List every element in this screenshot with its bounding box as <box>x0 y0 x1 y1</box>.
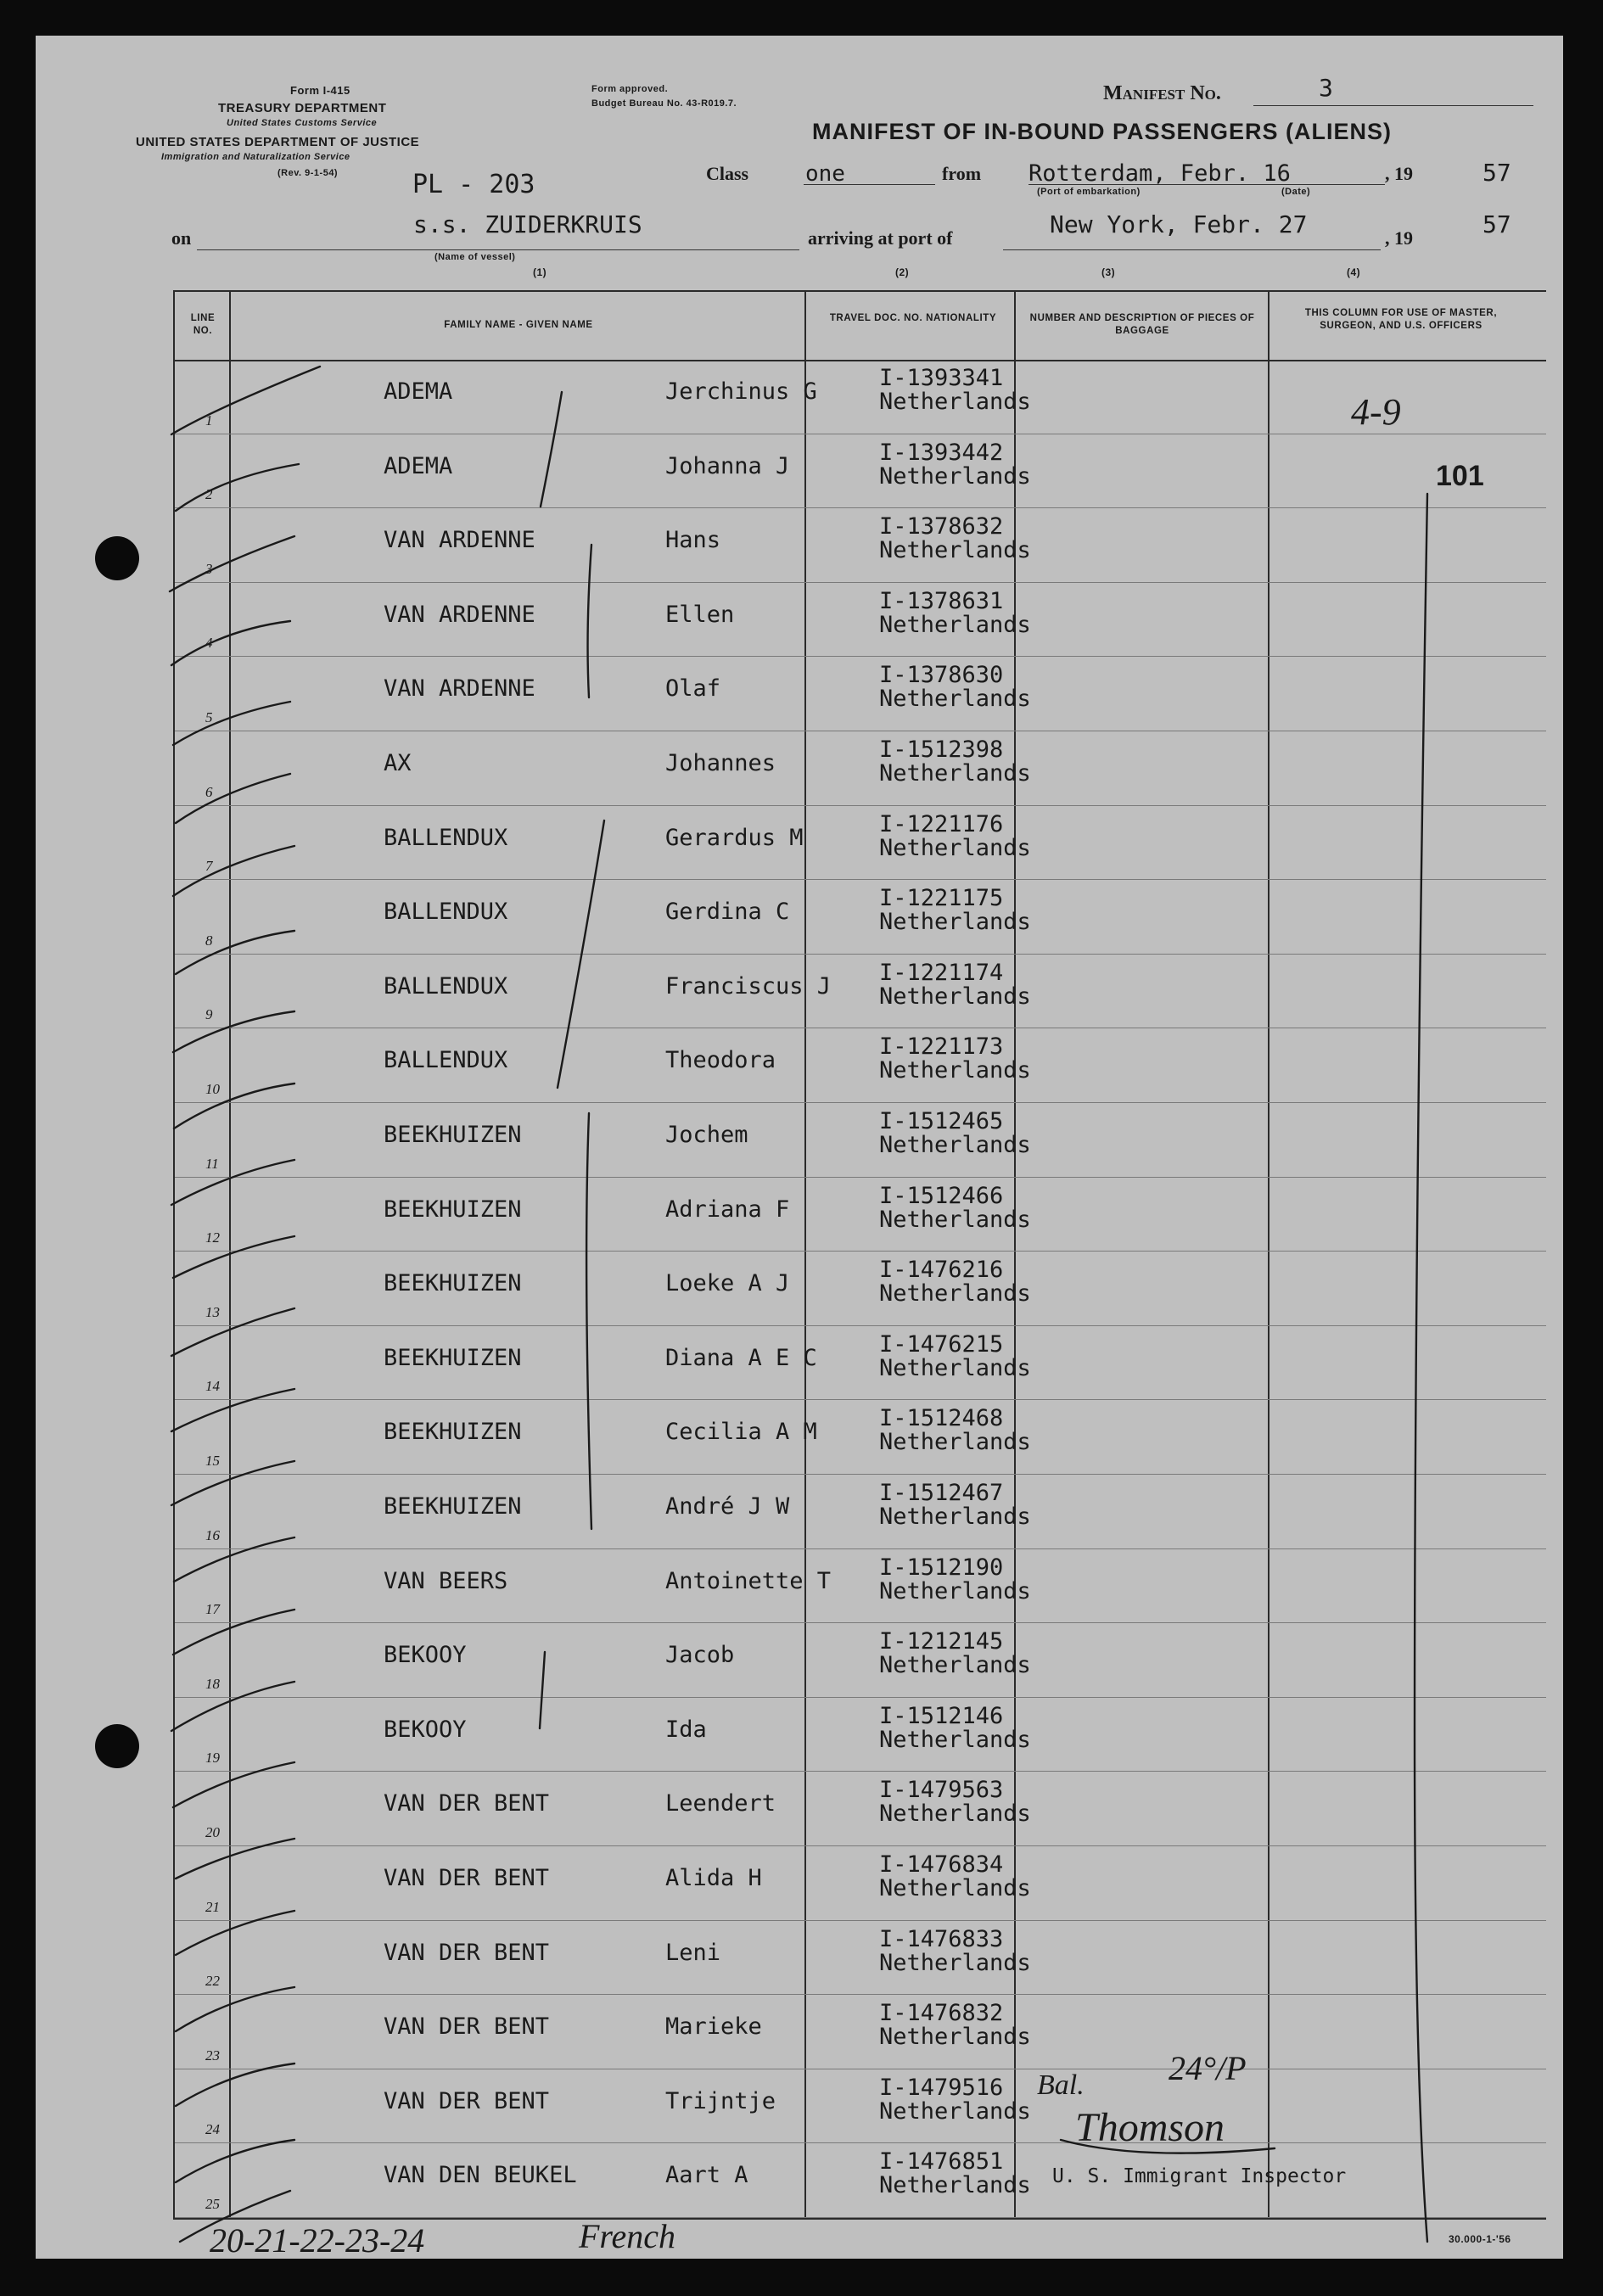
given-name: André J W <box>665 1493 790 1520</box>
line-number: 5 <box>205 708 213 725</box>
nationality: Netherlands <box>879 1057 1031 1084</box>
family-name: VAN DER BENT <box>384 1790 550 1817</box>
line-number: 2 <box>205 486 213 503</box>
line-number: 23 <box>205 2047 220 2064</box>
line-number: 6 <box>205 783 213 800</box>
form-revision: (Rev. 9-1-54) <box>277 168 339 178</box>
travel-doc-number: I-1512190 <box>879 1554 1004 1581</box>
manifest-page <box>36 36 1563 2259</box>
nationality: Netherlands <box>879 1800 1031 1828</box>
nationality: Netherlands <box>879 909 1031 936</box>
header-name: FAMILY NAME - GIVEN NAME <box>444 320 593 330</box>
family-name: BEKOOY <box>384 1716 467 1743</box>
given-name: Johanna J <box>665 452 790 479</box>
manifest-title: MANIFEST OF IN-BOUND PASSENGERS (ALIENS) <box>812 119 1393 144</box>
travel-doc-number: I-1393442 <box>879 439 1004 466</box>
travel-doc-number: I-1476215 <box>879 1330 1004 1358</box>
family-name: VAN DEN BEUKEL <box>384 2162 577 2189</box>
nationality: Netherlands <box>879 760 1031 787</box>
arriving-label: arriving at port of <box>808 227 953 249</box>
travel-doc-number: I-1212145 <box>879 1628 1004 1655</box>
line-number: 12 <box>205 1229 220 1246</box>
family-name: BEKOOY <box>384 1642 467 1669</box>
line-number: 9 <box>205 1006 213 1023</box>
given-name: Jochem <box>665 1122 748 1148</box>
immigration-service: Immigration and Naturalization Service <box>161 152 350 162</box>
family-name: BALLENDUX <box>384 899 508 926</box>
family-name: VAN DER BENT <box>384 2013 550 2041</box>
nationality: Netherlands <box>879 1280 1031 1308</box>
given-name: Alida H <box>665 1865 762 1891</box>
family-name: VAN ARDENNE <box>384 675 535 703</box>
line-number: 3 <box>205 560 213 577</box>
travel-doc-number: I-1378631 <box>879 587 1004 614</box>
bottom-word: French <box>579 2217 676 2255</box>
handwritten-marks <box>36 36 1563 2259</box>
travel-doc-number: I-1378630 <box>879 662 1004 689</box>
given-name: Trijntje <box>665 2087 776 2114</box>
line-number: 25 <box>205 2195 220 2212</box>
travel-doc-number: I-1476216 <box>879 1257 1004 1284</box>
treasury-department: TREASURY DEPARTMENT <box>218 101 387 115</box>
family-name: VAN DER BENT <box>384 1939 550 1966</box>
arrival-port: New York, Febr. 27 <box>1050 210 1308 238</box>
nationality: Netherlands <box>879 983 1031 1010</box>
line-number: 11 <box>205 1155 219 1172</box>
year-prefix-1: , 19 <box>1385 163 1413 184</box>
travel-doc-number: I-1512146 <box>879 1702 1004 1729</box>
family-name: BEEKHUIZEN <box>384 1270 522 1297</box>
family-name: VAN ARDENNE <box>384 601 535 628</box>
from-label: from <box>942 163 982 184</box>
nationality: Netherlands <box>879 611 1031 638</box>
travel-doc-number: I-1476851 <box>879 2148 1004 2176</box>
nationality: Netherlands <box>879 1726 1031 1753</box>
given-name: Gerdina C <box>665 899 790 926</box>
customs-service: United States Customs Service <box>227 118 378 128</box>
header-travel-doc: TRAVEL DOC. NO. NATIONALITY <box>829 313 997 323</box>
nationality: Netherlands <box>879 686 1031 713</box>
line-number: 21 <box>205 1898 220 1915</box>
line-number: 14 <box>205 1378 220 1395</box>
travel-doc-number: I-1512467 <box>879 1480 1004 1506</box>
given-name: Theodora <box>665 1047 776 1074</box>
inspector-signature: Thomson <box>1075 2105 1225 2150</box>
given-name: Gerardus M <box>665 824 804 851</box>
given-name: Olaf <box>665 675 721 703</box>
travel-doc-number: I-1476832 <box>879 2000 1004 2027</box>
given-name: Ellen <box>665 601 735 628</box>
family-name: VAN DER BENT <box>384 1865 550 1891</box>
given-name: Diana A E C <box>665 1344 817 1371</box>
family-name: VAN DER BENT <box>384 2087 550 2114</box>
bal-note: Bal. <box>1037 2069 1085 2101</box>
bal-value: 24°/P <box>1169 2049 1247 2087</box>
header-line-no: LINE NO. <box>190 313 216 336</box>
family-name: BEEKHUIZEN <box>384 1493 522 1520</box>
line-number: 13 <box>205 1303 220 1320</box>
travel-doc-number: I-1378632 <box>879 513 1004 540</box>
travel-doc-number: I-1476833 <box>879 1925 1004 1952</box>
line-number: 15 <box>205 1452 220 1469</box>
given-name: Franciscus J <box>665 972 832 1000</box>
given-name: Marieke <box>665 2013 762 2041</box>
manifest-label: Manifest No. <box>1103 82 1221 104</box>
nationality: Netherlands <box>879 537 1031 564</box>
nationality: Netherlands <box>879 1577 1031 1604</box>
family-name: BALLENDUX <box>384 972 508 1000</box>
footer-code: 30.000-1-'56 <box>1449 2233 1511 2245</box>
line-number: 7 <box>205 858 213 875</box>
family-name: BALLENDUX <box>384 824 508 851</box>
given-name: Jacob <box>665 1642 735 1669</box>
travel-doc-number: I-1476834 <box>879 1851 1004 1878</box>
top-right-mark: 4-9 <box>1351 391 1401 433</box>
travel-doc-number: I-1512468 <box>879 1405 1004 1432</box>
family-name: BEEKHUIZEN <box>384 1419 522 1446</box>
family-name: VAN ARDENNE <box>384 527 535 554</box>
line-number: 10 <box>205 1080 220 1097</box>
line-number: 22 <box>205 1973 220 1990</box>
family-name: BEEKHUIZEN <box>384 1122 522 1148</box>
year-2: 57 <box>1482 210 1511 238</box>
column-number-4: (4) <box>1347 266 1361 278</box>
nationality: Netherlands <box>879 2024 1031 2051</box>
line-number: 24 <box>205 2121 220 2138</box>
class-label: Class <box>706 163 749 184</box>
family-name: ADEMA <box>384 452 453 479</box>
travel-doc-number: I-1221174 <box>879 959 1004 986</box>
header-officers: THIS COLUMN FOR USE OF MASTER, SURGEON, AND U.S. OFFICERS <box>1304 308 1498 331</box>
given-name: Aart A <box>665 2162 748 2189</box>
column-number-2: (2) <box>895 266 910 278</box>
port-caption: (Port of embarkation) <box>1037 187 1141 197</box>
manifest-number: 3 <box>1319 74 1333 102</box>
family-name: ADEMA <box>384 378 453 405</box>
form-number: Form I-415 <box>290 84 350 97</box>
travel-doc-number: I-1512398 <box>879 736 1004 763</box>
nationality: Netherlands <box>879 1354 1031 1381</box>
travel-doc-number: I-1221176 <box>879 810 1004 837</box>
bottom-handwriting: 20-21-22-23-24 <box>210 2221 425 2259</box>
nationality: Netherlands <box>879 389 1031 415</box>
vessel-caption: (Name of vessel) <box>434 252 516 262</box>
family-name: BEEKHUIZEN <box>384 1196 522 1223</box>
budget-bureau: Budget Bureau No. 43-R019.7. <box>591 98 737 109</box>
travel-doc-number: I-1221173 <box>879 1033 1004 1061</box>
given-name: Leendert <box>665 1790 776 1817</box>
passenger-count: 101 <box>1436 460 1484 492</box>
line-number: 8 <box>205 932 213 949</box>
given-name: Ida <box>665 1716 707 1743</box>
nationality: Netherlands <box>879 1206 1031 1233</box>
header-baggage: NUMBER AND DESCRIPTION OF PIECES OF BAGGAGE <box>1029 313 1255 336</box>
given-name: Antoinette T <box>665 1567 832 1594</box>
form-approved: Form approved. <box>591 84 669 94</box>
pl-number: PL - 203 <box>412 170 535 199</box>
on-label: on <box>171 227 192 249</box>
column-number-1: (1) <box>533 266 547 278</box>
column-number-3: (3) <box>1101 266 1116 278</box>
family-name: VAN BEERS <box>384 1567 508 1594</box>
family-name: AX <box>384 750 412 776</box>
travel-doc-number: I-1393341 <box>879 365 1004 391</box>
travel-doc-number: I-1512466 <box>879 1182 1004 1209</box>
nationality: Netherlands <box>879 1429 1031 1456</box>
date-caption: (Date) <box>1281 187 1311 197</box>
nationality: Netherlands <box>879 462 1031 490</box>
year-1: 57 <box>1482 159 1511 187</box>
nationality: Netherlands <box>879 2097 1031 2125</box>
travel-doc-number: I-1221175 <box>879 885 1004 912</box>
given-name: Leni <box>665 1939 721 1966</box>
given-name: Cecilia A M <box>665 1419 817 1446</box>
nationality: Netherlands <box>879 1132 1031 1158</box>
family-name: BALLENDUX <box>384 1047 508 1074</box>
nationality: Netherlands <box>879 2172 1031 2199</box>
year-prefix-2: , 19 <box>1385 227 1413 249</box>
nationality: Netherlands <box>879 1949 1031 1976</box>
line-number: 4 <box>205 635 213 652</box>
given-name: Jerchinus G <box>665 378 817 405</box>
given-name: Johannes <box>665 750 776 776</box>
line-number: 19 <box>205 1750 220 1767</box>
travel-doc-number: I-1479563 <box>879 1777 1004 1804</box>
line-number: 20 <box>205 1823 220 1840</box>
nationality: Netherlands <box>879 1875 1031 1901</box>
class-value: one <box>805 161 845 187</box>
family-name: BEEKHUIZEN <box>384 1344 522 1371</box>
given-name: Loeke A J <box>665 1270 790 1297</box>
line-number: 18 <box>205 1675 220 1692</box>
travel-doc-number: I-1479516 <box>879 2074 1004 2101</box>
given-name: Hans <box>665 527 721 554</box>
given-name: Adriana F <box>665 1196 790 1223</box>
nationality: Netherlands <box>879 1652 1031 1679</box>
from-value: Rotterdam, Febr. 16 <box>1028 160 1291 187</box>
inspector-title: U. S. Immigrant Inspector <box>1052 2165 1347 2187</box>
line-number: 1 <box>205 412 213 428</box>
justice-department: UNITED STATES DEPARTMENT OF JUSTICE <box>136 135 420 149</box>
travel-doc-number: I-1512465 <box>879 1108 1004 1134</box>
line-number: 17 <box>205 1601 220 1618</box>
vessel-name: s.s. ZUIDERKRUIS <box>413 210 642 238</box>
nationality: Netherlands <box>879 834 1031 861</box>
line-number: 16 <box>205 1526 220 1543</box>
nationality: Netherlands <box>879 1504 1031 1530</box>
